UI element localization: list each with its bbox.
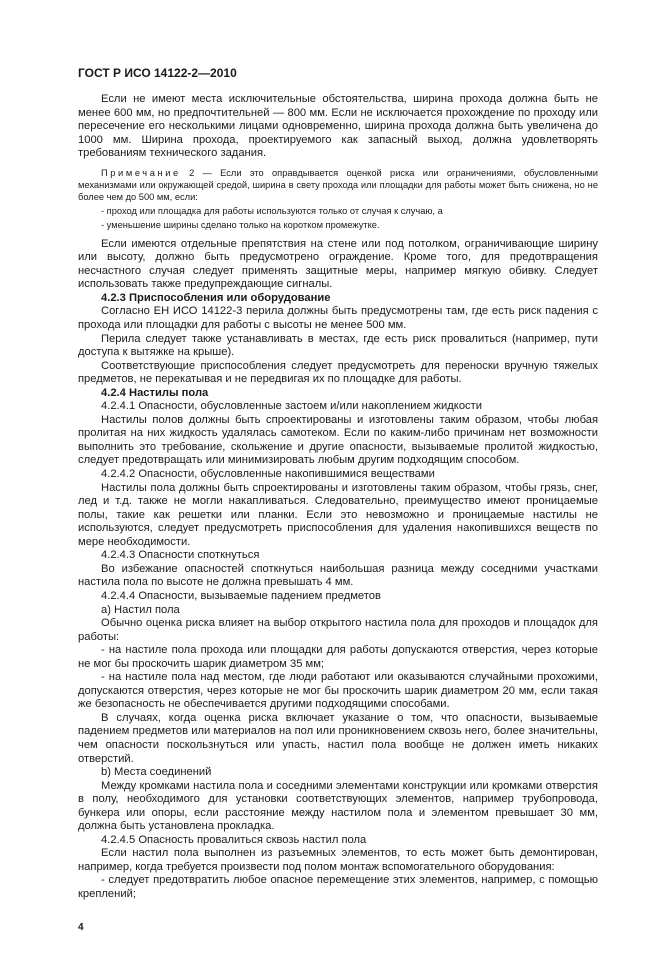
- paragraph: b) Места соединений: [101, 766, 212, 779]
- paragraph: Перила следует также устанавливать в местах, где есть риск провалиться (например, пути доступа к вытяжке на крыше).: [78, 332, 598, 359]
- paragraph: а) Настил пола: [101, 603, 180, 616]
- paragraph: Если не имеют места исключительные обстоятельства, ширина прохода должна быть не менее 600 мм, но предпочтительней — 800 мм. Если не исключается прохождение по проходу или пересечение его несколькими лицами одновременно, ширина прохода должна быть увеличена до 1000 мм. Ширина прохода, проектируемого как запасный выход, должна удовлетворять требованиям технического задания.: [78, 93, 598, 160]
- paragraph: 4.2.4.5 Опасность провалиться сквозь настил пола: [101, 833, 367, 846]
- note: [78, 167, 598, 203]
- paragraph: Во избежание опасностей споткнуться наибольшая разница между соседними участками настила пола по высоте не должна превышать 4 мм.: [78, 562, 598, 589]
- paragraph: Настилы пола должны быть спроектированы и изготовлены таким образом, чтобы грязь, снег, лед и т.д. также не могли накапливаться. Следовательно, преимущество имеют проницаемые полы, такие как решетки или планки. Если это невозможно и проницаемые настилы не используются, следует предусмотреть приспособления для удаления накопившихся веществ по мере необходимости.: [78, 481, 598, 548]
- section-heading: 4.2.4 Настилы пола: [101, 386, 209, 399]
- section-heading: 4.2.3 Приспособления или оборудование: [101, 291, 331, 304]
- page-number: 4: [78, 921, 84, 933]
- paragraph: 4.2.4.4 Опасности, вызываемые падением предметов: [101, 589, 381, 602]
- document-header: ГОСТ Р ИСО 14122-2—2010: [78, 66, 237, 80]
- paragraph: - на настиле пола над местом, где люди работают или оказываются случайными прохожими, допускаются отверстия, через которые не мог бы проскочить шарик диаметром 20 мм, если такая же безопасность не обеспечивается другими подходящими способами.: [78, 671, 598, 711]
- paragraph: Настилы полов должны быть спроектированы и изготовлены таким образом, чтобы любая пролитая на них жидкость удалялась самотеком. Если по каким-либо причинам нет возможности выполнить это требование, скольжение и другие опасности, вызываемые пролитой жидкостью, следует предотвращать или минимизировать любым другим подходящим способом.: [78, 413, 598, 467]
- paragraph: - на настиле пола прохода или площадки для работы допускаются отверстия, через которые не мог бы проскочить шарик диаметром 35 мм;: [78, 644, 598, 670]
- note-item: - уменьшение ширины сделано только на коротком промежутке.: [101, 219, 380, 230]
- paragraph: В случаях, когда оценка риска включает указание о том, что опасности, вызываемые падением предметов или материалов на пол или проникновением сквозь него, более значительны, чем опасности поскользнуться или упасть, настил пола вообще не должен иметь никаких отверстий.: [78, 711, 598, 765]
- paragraph: 4.2.4.3 Опасности споткнуться: [101, 549, 260, 562]
- note-label: Примечание: [101, 167, 181, 178]
- note-item: - проход или площадка для работы используются только от случая к случаю, а: [101, 205, 443, 216]
- paragraph: 4.2.4.2 Опасности, обусловленные накопившимися веществами: [101, 468, 435, 481]
- paragraph: - следует предотвратить любое опасное перемещение этих элементов, например, с помощью креплений;: [78, 874, 598, 900]
- paragraph: Согласно ЕН ИСО 14122-3 перила должны быть предусмотрены там, где есть риск падения с прохода или площадки для работы с высоты не менее 500 мм.: [78, 305, 598, 332]
- note-text: 2 — Если это оправдывается оценкой риска или ограничениями, обусловленными механизмами или окружающей средой, ширина в свету прохода или площадки для работы может быть снижена, но не более чем до 500 мм, если:: [78, 167, 598, 202]
- paragraph: 4.2.4.1 Опасности, обусловленные застоем и/или накоплением жидкости: [101, 400, 483, 413]
- paragraph: Между кромками настила пола и соседними элементами конструкции или кромками отверстия в полу, необходимого для установки соответствующих элементов, например трубопровода, бункера или опоры, если расстояние между настилом пола и элементом превышает 30 мм, должна быть установлена прокладка.: [78, 779, 598, 833]
- sections: [78, 238, 598, 902]
- paragraph: Обычно оценка риска влияет на выбор открытого настила пола для проходов и площадок для работы:: [78, 617, 598, 643]
- document-body: [78, 93, 598, 902]
- paragraph: Если настил пола выполнен из разъемных элементов, то есть может быть демонтирован, например, когда требуется произвести под полом монтаж вспомогательного оборудования:: [78, 847, 598, 873]
- paragraph: Если имеются отдельные препятствия на стене или под потолком, ограничивающие ширину или высоту, должно быть предусмотрено ограждение. Кроме того, для предотвращения несчастного случая следует применять защитные меры, например мягкую обивку. Следует использовать также предупреждающие сигналы.: [78, 237, 598, 291]
- paragraph: Соответствующие приспособления следует предусмотреть для переноски вручную тяжелых предметов, не перекатывая и не передвигая их по площадке для работы.: [78, 359, 598, 386]
